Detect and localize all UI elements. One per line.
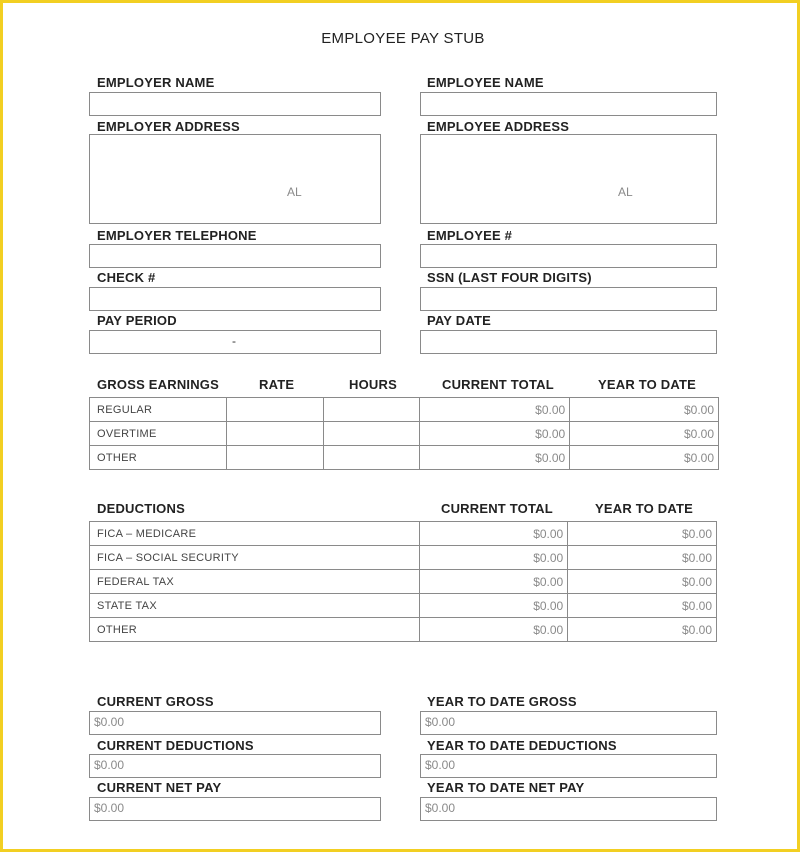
current-total-cell: $0.00 bbox=[420, 398, 570, 422]
page-title: EMPLOYEE PAY STUB bbox=[321, 30, 485, 47]
employer-address-label: EMPLOYER ADDRESS bbox=[97, 119, 240, 134]
current-total-cell: $0.00 bbox=[420, 618, 568, 642]
hours-cell[interactable] bbox=[323, 446, 420, 470]
ytd-gross-field[interactable] bbox=[420, 711, 717, 735]
check-number-label: CHECK # bbox=[97, 270, 156, 285]
ssn-label: SSN (LAST FOUR DIGITS) bbox=[427, 270, 592, 285]
deductions-current-total-header: CURRENT TOTAL bbox=[441, 501, 553, 516]
employee-name-field[interactable] bbox=[420, 92, 717, 116]
employee-name-label: EMPLOYEE NAME bbox=[427, 75, 544, 90]
current-gross-field[interactable] bbox=[89, 711, 381, 735]
ytd-net-pay-field[interactable] bbox=[420, 797, 717, 821]
employee-address-state: AL bbox=[618, 185, 633, 199]
current-total-cell: $0.00 bbox=[420, 422, 570, 446]
ytd-net-pay-label: YEAR TO DATE NET PAY bbox=[427, 780, 585, 795]
employee-address-label: EMPLOYEE ADDRESS bbox=[427, 119, 570, 134]
pay-period-label: PAY PERIOD bbox=[97, 313, 177, 328]
current-total-cell: $0.00 bbox=[420, 522, 568, 546]
table-row bbox=[90, 446, 719, 470]
current-net-pay-value: $0.00 bbox=[94, 801, 125, 815]
pay-period-separator: - bbox=[232, 334, 236, 348]
deduction-row-name: STATE TAX bbox=[90, 594, 420, 618]
employer-name-field[interactable] bbox=[89, 92, 381, 116]
table-row bbox=[90, 546, 717, 570]
current-total-cell: $0.00 bbox=[420, 570, 568, 594]
rate-header: RATE bbox=[259, 377, 295, 392]
current-total-cell: $0.00 bbox=[420, 594, 568, 618]
employee-number-label: EMPLOYEE # bbox=[427, 228, 513, 243]
current-gross-label: CURRENT GROSS bbox=[97, 694, 214, 709]
pay-date-label: PAY DATE bbox=[427, 313, 491, 328]
ytd-deductions-label: YEAR TO DATE DEDUCTIONS bbox=[427, 738, 617, 753]
rate-cell[interactable] bbox=[226, 422, 323, 446]
gross-earnings-header: GROSS EARNINGS bbox=[97, 377, 219, 392]
ytd-deductions-value: $0.00 bbox=[425, 758, 456, 772]
table-row bbox=[90, 422, 719, 446]
employee-number-field[interactable] bbox=[420, 244, 717, 268]
earnings-row-name: REGULAR bbox=[90, 398, 227, 422]
hours-header: HOURS bbox=[349, 377, 397, 392]
employer-address-state: AL bbox=[287, 185, 302, 199]
current-deductions-label: CURRENT DEDUCTIONS bbox=[97, 738, 254, 753]
rate-cell[interactable] bbox=[226, 398, 323, 422]
hours-cell[interactable] bbox=[323, 422, 420, 446]
deduction-row-name: OTHER bbox=[90, 618, 420, 642]
employer-telephone-label: EMPLOYER TELEPHONE bbox=[97, 228, 257, 243]
ytd-cell: $0.00 bbox=[570, 398, 719, 422]
employer-telephone-field[interactable] bbox=[89, 244, 381, 268]
earnings-ytd-header: YEAR TO DATE bbox=[598, 377, 696, 392]
ytd-net-pay-value: $0.00 bbox=[425, 801, 456, 815]
table-row bbox=[90, 618, 717, 642]
earnings-table bbox=[89, 397, 719, 470]
ytd-cell: $0.00 bbox=[568, 522, 717, 546]
earnings-row-name: OTHER bbox=[90, 446, 227, 470]
current-net-pay-label: CURRENT NET PAY bbox=[97, 780, 222, 795]
ytd-cell: $0.00 bbox=[568, 570, 717, 594]
ytd-deductions-field[interactable] bbox=[420, 754, 717, 778]
ytd-cell: $0.00 bbox=[568, 618, 717, 642]
ytd-cell: $0.00 bbox=[568, 594, 717, 618]
pay-date-field[interactable] bbox=[420, 330, 717, 354]
earnings-current-total-header: CURRENT TOTAL bbox=[442, 377, 554, 392]
table-row bbox=[90, 398, 719, 422]
table-row bbox=[90, 594, 717, 618]
earnings-row-name: OVERTIME bbox=[90, 422, 227, 446]
employer-address-field[interactable] bbox=[89, 134, 381, 224]
deduction-row-name: FICA – MEDICARE bbox=[90, 522, 420, 546]
deduction-row-name: FICA – SOCIAL SECURITY bbox=[90, 546, 420, 570]
deduction-row-name: FEDERAL TAX bbox=[90, 570, 420, 594]
table-row bbox=[90, 522, 717, 546]
ytd-cell: $0.00 bbox=[570, 446, 719, 470]
pay-period-field[interactable] bbox=[89, 330, 381, 354]
ssn-field[interactable] bbox=[420, 287, 717, 311]
employer-name-label: EMPLOYER NAME bbox=[97, 75, 215, 90]
current-gross-value: $0.00 bbox=[94, 715, 125, 729]
current-total-cell: $0.00 bbox=[420, 546, 568, 570]
ytd-cell: $0.00 bbox=[568, 546, 717, 570]
current-deductions-value: $0.00 bbox=[94, 758, 125, 772]
deductions-header: DEDUCTIONS bbox=[97, 501, 185, 516]
hours-cell[interactable] bbox=[323, 398, 420, 422]
employee-address-field[interactable] bbox=[420, 134, 717, 224]
current-net-pay-field[interactable] bbox=[89, 797, 381, 821]
current-total-cell: $0.00 bbox=[420, 446, 570, 470]
table-row bbox=[90, 570, 717, 594]
rate-cell[interactable] bbox=[226, 446, 323, 470]
ytd-cell: $0.00 bbox=[570, 422, 719, 446]
ytd-gross-label: YEAR TO DATE GROSS bbox=[427, 694, 577, 709]
check-number-field[interactable] bbox=[89, 287, 381, 311]
ytd-gross-value: $0.00 bbox=[425, 715, 456, 729]
current-deductions-field[interactable] bbox=[89, 754, 381, 778]
deductions-table bbox=[89, 521, 717, 642]
deductions-ytd-header: YEAR TO DATE bbox=[595, 501, 693, 516]
